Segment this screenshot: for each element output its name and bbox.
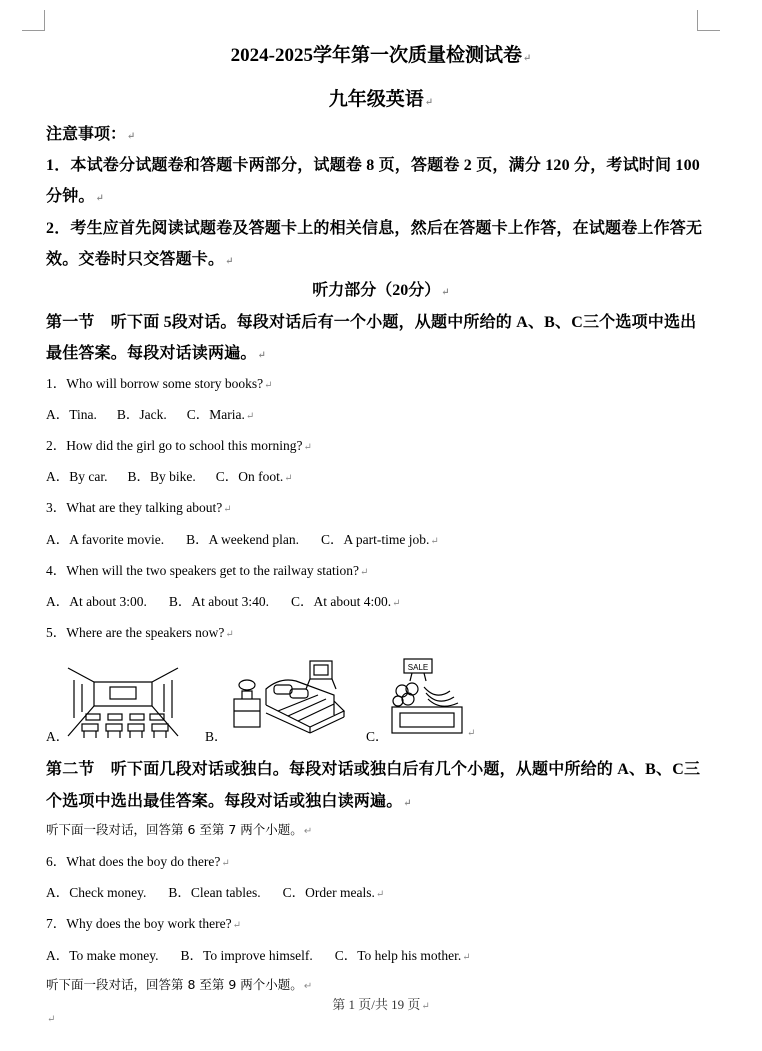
group-1-instruction: 听下面一段对话，回答第 6 至第 7 两个小题。↵ [46,822,313,837]
page-footer: 第 1 页/共 19 页↵ [332,997,430,1012]
option-c: C．To help his mother. [334,948,462,963]
option-c: C．Maria. [186,407,245,422]
question-3: 3．What are they talking about?↵ [46,500,232,515]
option-b: B．Clean tables. [168,885,261,900]
paragraph-mark: ↵ [47,1014,56,1025]
picture-label-c: C． [366,729,389,744]
section-1-line-1: 第一节 听下面 5段对话。每段对话后有一个小题，从题中所给的 A、B、C三个选项中选出 [46,314,697,331]
section-2-line-2: 个选项中选出最佳答案。每段对话或独白读两遍。↵ [46,793,412,810]
question-7-options: A．To make money. B．To improve himself. C．To help his mother.↵ [46,948,471,963]
bedroom-picture [230,655,350,735]
option-a: A．Tina. [46,407,97,422]
question-3-options: A．A favorite movie. B．A weekend plan. C．A part-time job.↵ [46,532,439,547]
notice-item-2-line-2: 效。交卷时只交答题卡。↵ [46,251,234,268]
question-6: 6．What does the boy do there?↵ [46,854,230,869]
option-a: A．At about 3:00. [46,594,147,609]
section-1-line-2: 最佳答案。每段对话读两遍。↵ [46,345,267,362]
question-2: 2．How did the girl go to school this morning?↵ [46,438,312,453]
notice-item-2-line-1: 2．考生应首先阅读试题卷及答题卡上的相关信息，然后在答题卡上作答，在试题卷上作答无 [46,220,703,237]
notice-item-1-line-2: 分钟。↵ [46,188,105,205]
question-1-options: A．Tina. B．Jack. C．Maria.↵ [46,407,255,422]
option-c: C．On foot. [215,469,284,484]
option-a: A．To make money. [46,948,159,963]
option-b: B．Jack. [116,407,167,422]
group-2-instruction: 听下面一段对话，回答第 8 至第 9 两个小题。↵ [46,977,313,992]
option-b: B．A weekend plan. [186,532,299,547]
question-5: 5．Where are the speakers now?↵ [46,625,234,640]
notice-heading: 注意事项：↵ [46,126,136,143]
option-b: B．To improve himself. [180,948,313,963]
section-2-line-1: 第二节 听下面几段对话或独白。每段对话或独白后有几个小题，从题中所给的 A、B、C三 [46,761,701,778]
option-b: B．At about 3:40. [168,594,269,609]
option-c: C．At about 4:00. [291,594,392,609]
question-6-options: A．Check money. B．Clean tables. C．Order meals.↵ [46,885,385,900]
question-7: 7．Why does the boy work there?↵ [46,916,241,931]
corner-mark-right [697,10,720,31]
option-b: B．By bike. [127,469,196,484]
supermarket-picture [388,657,468,737]
exam-subtitle: 九年级英语↵ [328,89,434,110]
option-a: A．A favorite movie. [46,532,165,547]
picture-label-b: B． [205,729,228,744]
paragraph-mark: ↵ [467,728,476,739]
option-c: C．A part-time job. [320,532,430,547]
notice-item-1-line-1: 1．本试卷分试题卷和答题卡两部分，试题卷 8 页，答题卷 2 页，满分 120 分，考试时间 100 [46,157,701,174]
question-1: 1．Who will borrow some story books?↵ [46,376,273,391]
option-a: A．By car. [46,469,108,484]
listening-heading: 听力部分（20分）↵ [312,282,450,299]
option-a: A．Check money. [46,885,147,900]
question-4: 4．When will the two speakers get to the railway station?↵ [46,563,369,578]
picture-label-a: A． [46,729,70,744]
exam-title: 2024-2025学年第一次质量检测试卷↵ [230,45,532,66]
question-2-options: A．By car. B．By bike. C．On foot.↵ [46,469,293,484]
corner-mark-left [22,10,45,31]
option-c: C．Order meals. [282,885,375,900]
sale-sign-text: SALE [407,663,429,672]
question-4-options: A．At about 3:00. B．At about 3:40. C．At about 4:00.↵ [46,594,401,609]
classroom-picture [64,662,182,740]
